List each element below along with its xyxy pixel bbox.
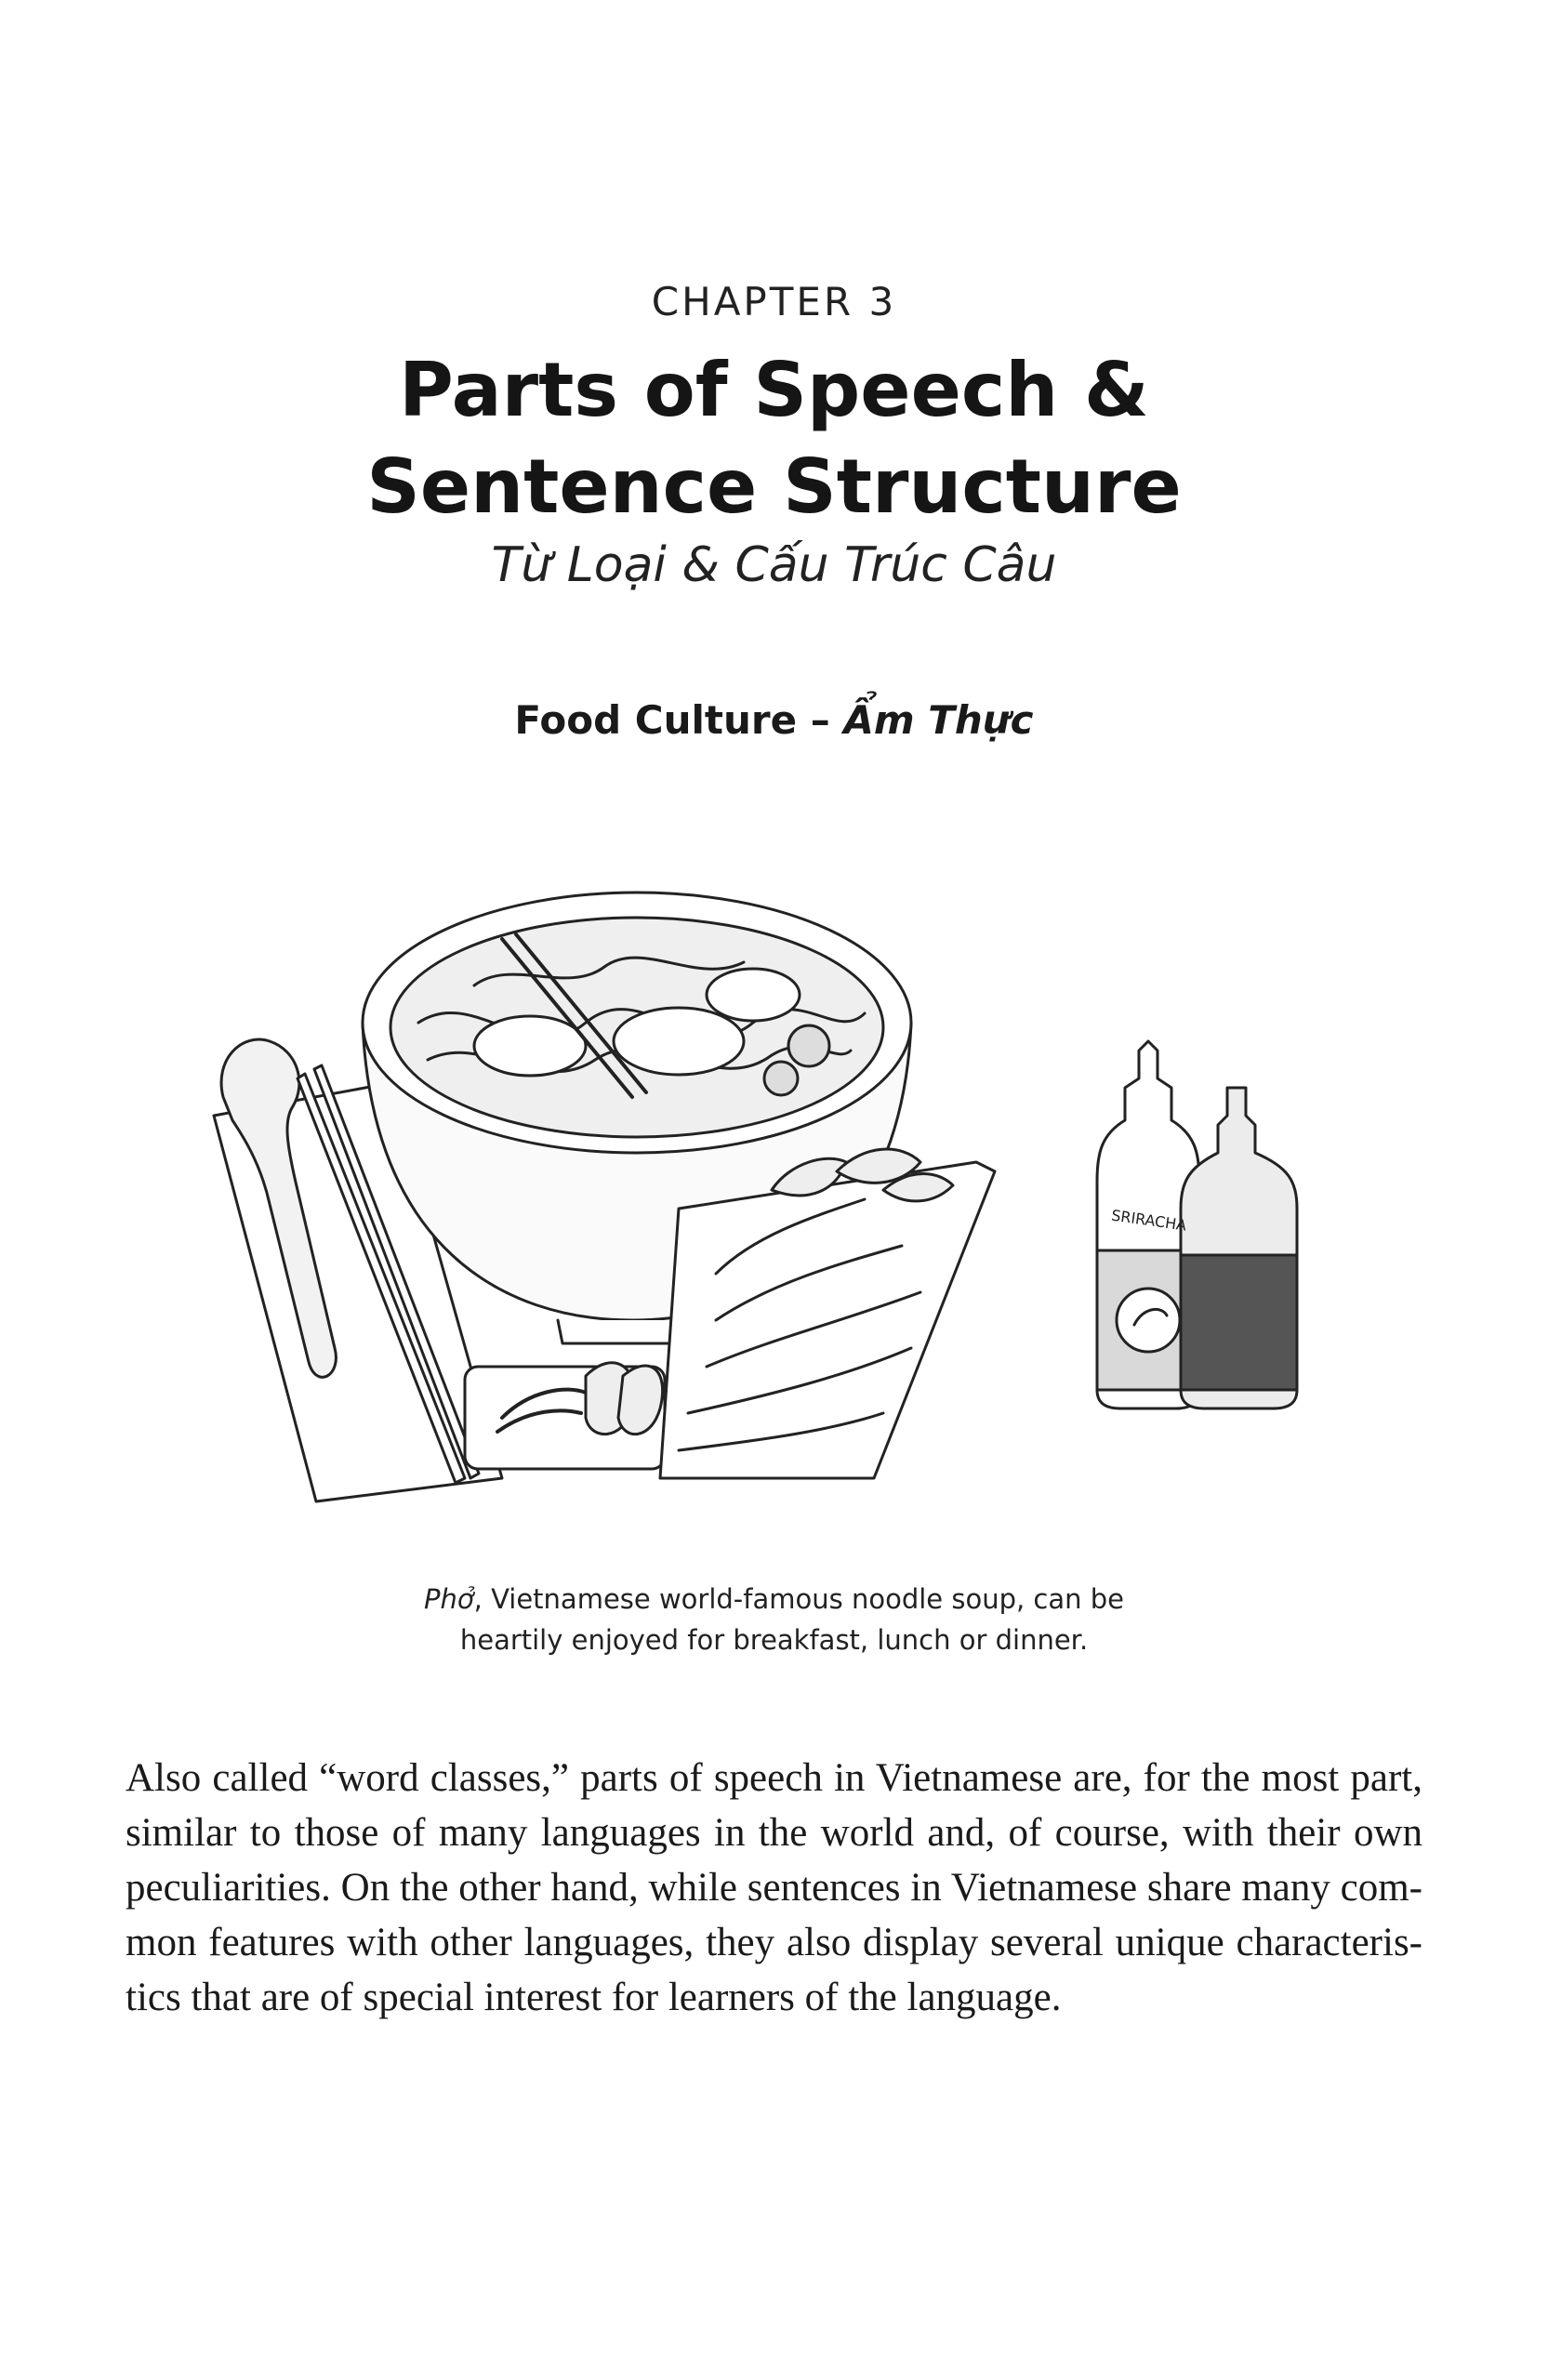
- section-heading: [0, 697, 1548, 743]
- body-line: similar to those of many languages in the world and, of course, with their own: [126, 1811, 1422, 1855]
- pho-illustration: [195, 883, 1330, 1515]
- caption-dish-name: Phở: [424, 1583, 474, 1615]
- body-line: mon features with other languages, they also display several unique characteris-: [126, 1921, 1422, 1964]
- herb-board: [660, 1162, 995, 1478]
- illustration-caption: [0, 1579, 1548, 1660]
- bottle-label-text: SRIRACHA: [1110, 1206, 1188, 1235]
- caption-line-1: [0, 1579, 1548, 1620]
- chapter-title: [0, 342, 1548, 536]
- body-paragraph: [126, 1751, 1422, 2025]
- section-heading-english: Food Culture –: [514, 697, 844, 743]
- chapter-label: CHAPTER 3: [651, 279, 897, 324]
- chapter-subtitle: Từ Loại & Cấu Trúc Câu: [491, 537, 1057, 593]
- body-line: tics that are of special interest for learners of the language.: [126, 1976, 1062, 2019]
- section-heading-vietnamese: Ẩm Thực: [843, 697, 1034, 743]
- chapter-title-line-2: Sentence Structure: [366, 443, 1182, 530]
- body-line: Also called “word classes,” parts of speech in Vietnamese are, for the most part,: [126, 1756, 1422, 1800]
- caption-line-2: heartily enjoyed for breakfast, lunch or dinner.: [459, 1624, 1089, 1656]
- body-line: peculiarities. On the other hand, while sentences in Vietnamese share many com-: [126, 1866, 1422, 1910]
- chapter-title-line-1: Parts of Speech &: [399, 347, 1149, 433]
- caption-line-1-text: , Vietnamese world-famous noodle soup, can be: [473, 1583, 1124, 1615]
